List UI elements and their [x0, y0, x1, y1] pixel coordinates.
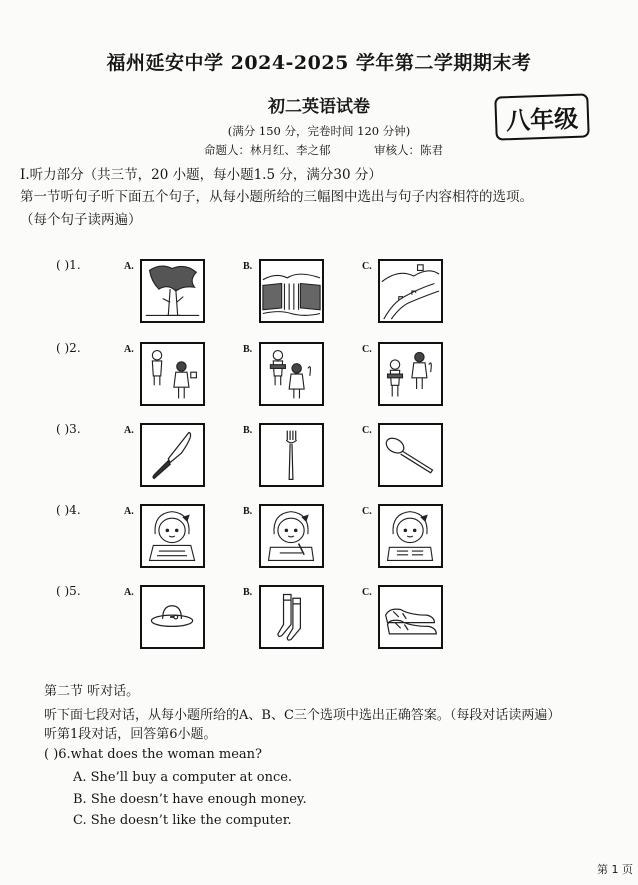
- question-number: ( )3.: [56, 422, 81, 436]
- spoon-picture: [378, 423, 443, 487]
- girl-writing-picture: [259, 504, 324, 568]
- option-a-label: A.: [124, 425, 134, 436]
- section1-instruction: 第一节听句子听下面五个句子，从每小题所给的三幅图中选出与句子内容相符的选项。: [20, 189, 533, 205]
- tall-tree-picture: [140, 259, 205, 323]
- girl-writing-picture: [378, 504, 443, 568]
- option-a-label: A.: [124, 344, 134, 355]
- option-c-label: C.: [362, 587, 372, 598]
- option-c-label: C.: [362, 344, 372, 355]
- sneakers-picture: [378, 585, 443, 649]
- option-b-label: B.: [243, 425, 253, 436]
- option-c-label: C.: [362, 425, 372, 436]
- question-setters: 命题人：林月红、李之郁: [204, 143, 331, 157]
- great-wall-picture: [378, 259, 443, 323]
- question-6-stem: ( )6.what does the woman mean?: [44, 747, 263, 762]
- knife-picture: [140, 423, 205, 487]
- question-number: ( )5.: [56, 584, 81, 598]
- section2-heading: 第二节 听对话。: [44, 684, 140, 699]
- option-a-label: A.: [124, 587, 134, 598]
- option-a-label: A.: [124, 261, 134, 272]
- fork-picture: [259, 423, 324, 487]
- question-6-option-a: A. She’ll buy a computer at once.: [73, 770, 293, 785]
- boy-girl-picture: [378, 342, 443, 406]
- option-b-label: B.: [243, 344, 253, 355]
- reviewer: 审核人：陈君: [374, 143, 443, 157]
- full-mark-note: (满分 150 分，完卷时间 120 分钟): [227, 124, 411, 138]
- part1-heading: Ⅰ.听力部分（共三节，20 小题，每小题1.5 分，满分30 分）: [20, 167, 382, 183]
- option-c-label: C.: [362, 261, 372, 272]
- question-number: ( )2.: [56, 341, 81, 355]
- question-6-option-b: B. She doesn’t have enough money.: [73, 792, 307, 807]
- exam-title: 福州延安中学 2024-2025 学年第二学期期末考: [106, 52, 532, 74]
- page-number: 第 1 页: [597, 863, 633, 876]
- option-c-label: C.: [362, 506, 372, 517]
- question-6-option-c: C. She doesn’t like the computer.: [73, 813, 292, 828]
- boy-girl-picture: [259, 342, 324, 406]
- question-number: ( )1.: [56, 258, 81, 272]
- exam-subtitle: 初二英语试卷: [268, 97, 370, 117]
- option-b-label: B.: [243, 506, 253, 517]
- girl-writing-picture: [140, 504, 205, 568]
- hat-picture: [140, 585, 205, 649]
- question-number: ( )4.: [56, 503, 81, 517]
- section1-note: （每个句子读两遍）: [20, 212, 142, 228]
- option-b-label: B.: [243, 587, 253, 598]
- waterfall-picture: [259, 259, 324, 323]
- boy-girl-picture: [140, 342, 205, 406]
- option-b-label: B.: [243, 261, 253, 272]
- socks-picture: [259, 585, 324, 649]
- section2-instruction: 听下面七段对话，从每小题所给的A、B、C三个选项中选出正确答案。（每段对话读两遍）: [44, 708, 561, 723]
- option-a-label: A.: [124, 506, 134, 517]
- section2-note: 听第1段对话，回答第6小题。: [44, 727, 217, 742]
- grade-stamp: 八年级: [494, 93, 589, 140]
